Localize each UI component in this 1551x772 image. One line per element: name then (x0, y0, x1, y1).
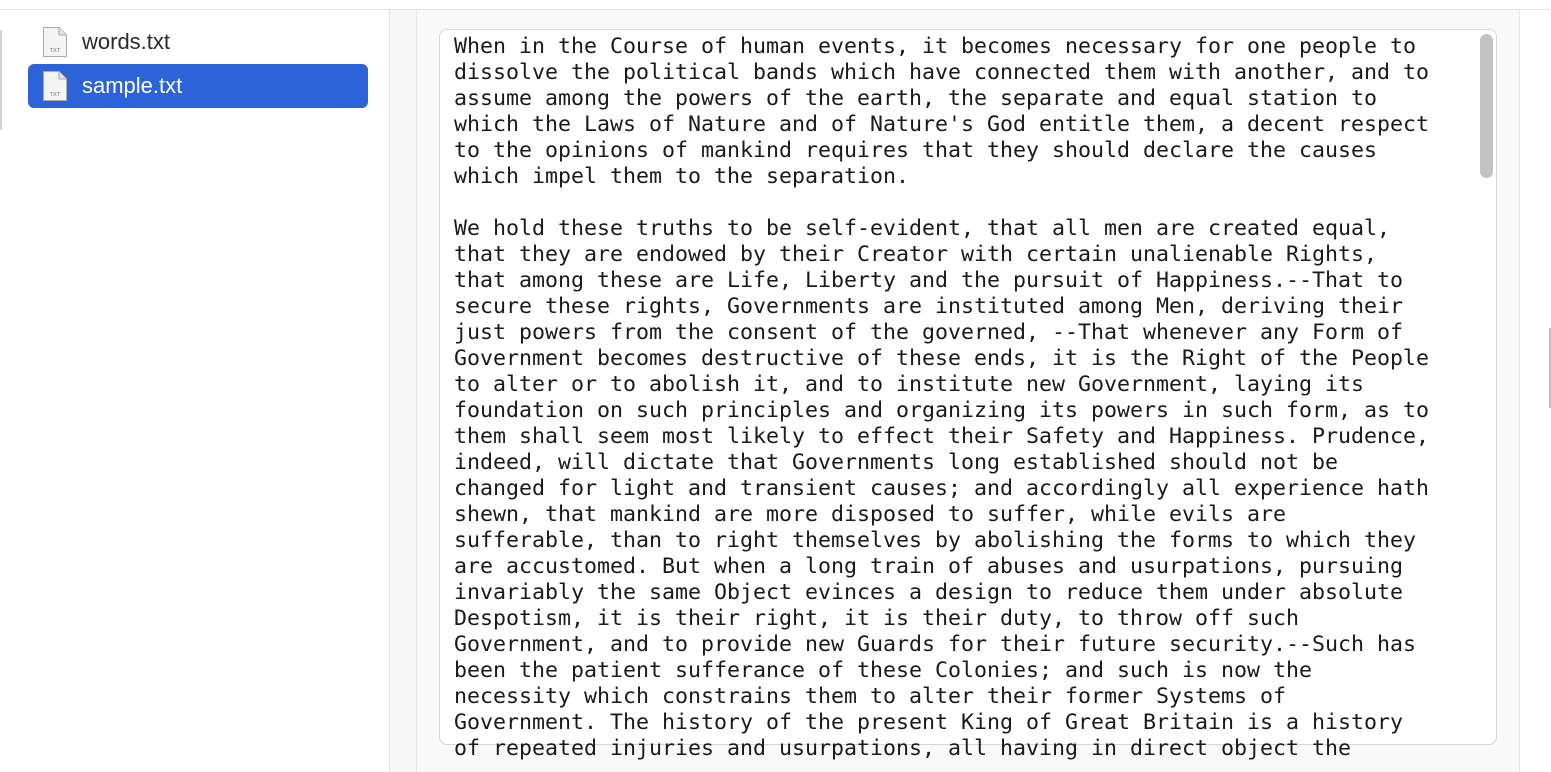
vertical-scrollbar[interactable] (1478, 33, 1492, 739)
file-item-sample[interactable] (28, 64, 368, 108)
file-list (28, 20, 368, 108)
txt-file-icon (42, 26, 68, 58)
file-name: words.txt (82, 29, 171, 54)
file-sidebar (0, 10, 390, 772)
split-divider[interactable] (390, 10, 417, 772)
text-editor-content[interactable]: When in the Course of human events, it becomes necessary for one people to dissolve the political bands which have connected them with another, and to assume among the powers of the earth, the separate and equal station to which the Laws of Nature and of Nature's God entitle them, a decent respect to the opinions of mankind requires that they should declare the causes which impel them to the separation. We hold these truths to be self-evident, that all men are created equal, that they are endowed by their Creator with certain unalienable Rights, that among these are Life, Liberty and the pursuit of Happiness.--That to secure these rights, Governments are instituted among Men, deriving their just powers from the consent of the governed, --That whenever any Form of Government becomes destructive of these ends, it is the Right of the People to alter or to abolish it, and to institute new Government, laying its foundation on such principles and organizing its powers in such form, as to them shall seem most likely to effect their Safety and Happiness. Prudence, indeed, will dictate that Governments long established should not be changed for light and transient causes; and accordingly all experience hath shewn, that mankind are more disposed to suffer, while evils are sufferable, than to right themselves by abolishing the forms to which they are accustomed. But when a long train of abuses and usurpations, pursuing invariably the same Object evinces a design to reduce them under absolute Despotism, it is their right, it is their duty, to throw off such Government, and to provide new Guards for their future security.--Such has been the patient sufferance of these Colonies; and such is now the necessity which constrains them to alter their former Systems of Government. The history of the present King of Great Britain is a history of repeated injuries and usurpations, all having in direct object the (454, 34, 1430, 761)
text-editor[interactable] (439, 29, 1497, 761)
top-toolbar-edge (0, 0, 1550, 10)
file-item-words[interactable] (28, 20, 368, 64)
left-window-edge (0, 30, 2, 130)
scrollbar-thumb[interactable] (1480, 34, 1493, 178)
file-icon-label: TXT (49, 48, 61, 54)
right-rail (1519, 10, 1551, 772)
file-name: sample.txt (82, 73, 183, 98)
file-icon-label: TXT (49, 92, 61, 98)
txt-file-icon (42, 70, 68, 102)
